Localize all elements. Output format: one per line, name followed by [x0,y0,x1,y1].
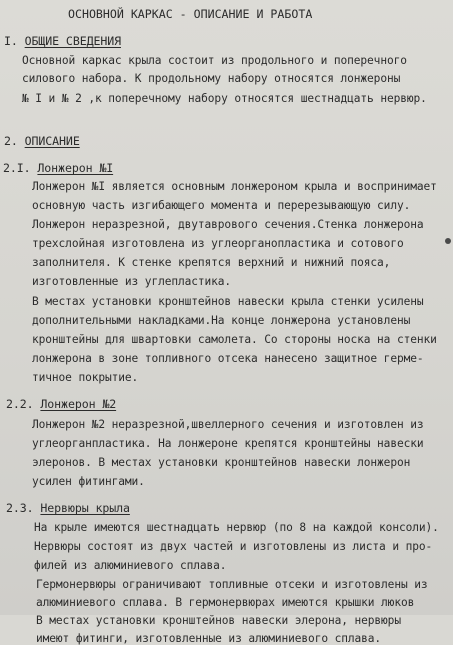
subsection-2-2-number: 2.2. [6,397,34,411]
subsection-2-3-number: 2.3. [6,501,34,515]
subsection-2-2-heading [6,398,116,411]
subsection-2-3-line-4: Гермонервюры ограничивают топливные отсеки и изготовлены из [36,578,428,591]
punch-hole-mark [445,238,451,244]
subsection-2-1-line-8: дополнительными накладками.На конце лонжерона установлены [32,314,411,327]
subsection-2-1-line-5: заполнителя. К стенке крепятся верхний и нижний пояса, [32,256,391,269]
subsection-2-2-line-1: Лонжерон №2 неразрезной,швеллерного сечения и изготовлен из [32,418,424,431]
section-1-title: ОБЩИЕ СВЕДЕНИЯ [24,34,121,48]
document-title: ОСНОВНОЙ КАРКАС - ОПИСАНИЕ И РАБОТА [68,7,313,21]
subsection-2-3-line-2: Нервюры состоят из двух частей и изготовлены из листа и про- [34,540,433,553]
subsection-2-2-line-3: элеронов. В местах установки кронштейнов навески лонжерон [32,456,411,469]
subsection-2-1-line-2: основную часть изгибающего момента и перерезывающую силу. [32,199,411,212]
subsection-2-3-line-1: На крыле имеются шестнадцать нервюр (по 8 на каждой консоли). [34,521,439,534]
subsection-2-3-title: Нервюры крыла [40,501,130,515]
subsection-2-1-line-6: изготовленные из углепластика. [32,275,232,288]
subsection-2-1-title: Лонжерон №I [37,161,114,175]
section-1-number: I. [4,34,18,48]
section-1-heading [4,35,121,48]
section-2-number: 2. [4,134,18,148]
subsection-2-3-line-3: филей из алюминиевого сплава. [34,559,227,572]
subsection-2-1-line-9: кронштейны для швартовки самолета. Со стороны носка на стенки [32,333,437,346]
section-1-line-3: № I и № 2 ,к поперечному набору относятся шестнадцать нервюр. [22,92,427,105]
subsection-2-1-heading [3,162,113,175]
subsection-2-2-line-2: углеорганпластика. На лонжероне крепятся кронштейны навески [32,437,424,450]
subsection-2-1-line-3: Лонжерон неразрезной, двутаврового сечения.Стенка лонжерона [32,218,424,231]
section-1-line-2: силового набора. К продольному набору относятся лонжероны [22,72,401,85]
subsection-2-1-line-10: лонжерона в зоне топливного отсека нанесено защитное герме- [32,352,424,365]
subsection-2-1-number: 2.I. [3,161,31,175]
subsection-2-2-line-4: усилен фитингами. [32,475,145,488]
section-1-line-1: Основной каркас крыла состоит из продольного и поперечного [22,54,407,67]
subsection-2-1-line-11: тичное покрытие. [32,371,139,384]
subsection-2-3-heading [6,502,130,515]
subsection-2-1-line-1: Лонжерон №I является основным лонжероном крыла и воспринимает [32,180,437,193]
subsection-2-2-title: Лонжерон №2 [40,397,117,411]
section-2-heading [4,135,80,148]
subsection-2-1-line-7: В местах установки кронштейнов навески крыла стенки усилены [32,295,424,308]
section-2-title: ОПИСАНИЕ [24,134,80,148]
subsection-2-3-line-7: имеют фитинги, изготовленные из алюминиевого сплава. [36,632,382,645]
subsection-2-3-line-6: В местах установки кронштейнов навески элерона, нервюры [36,614,401,627]
subsection-2-3-line-5: алюминиевого сплава. В гермонервюрах имеются крышки люков [36,596,415,609]
subsection-2-1-line-4: трехслойная изготовлена из углеорганопластика и сотового [32,237,404,250]
